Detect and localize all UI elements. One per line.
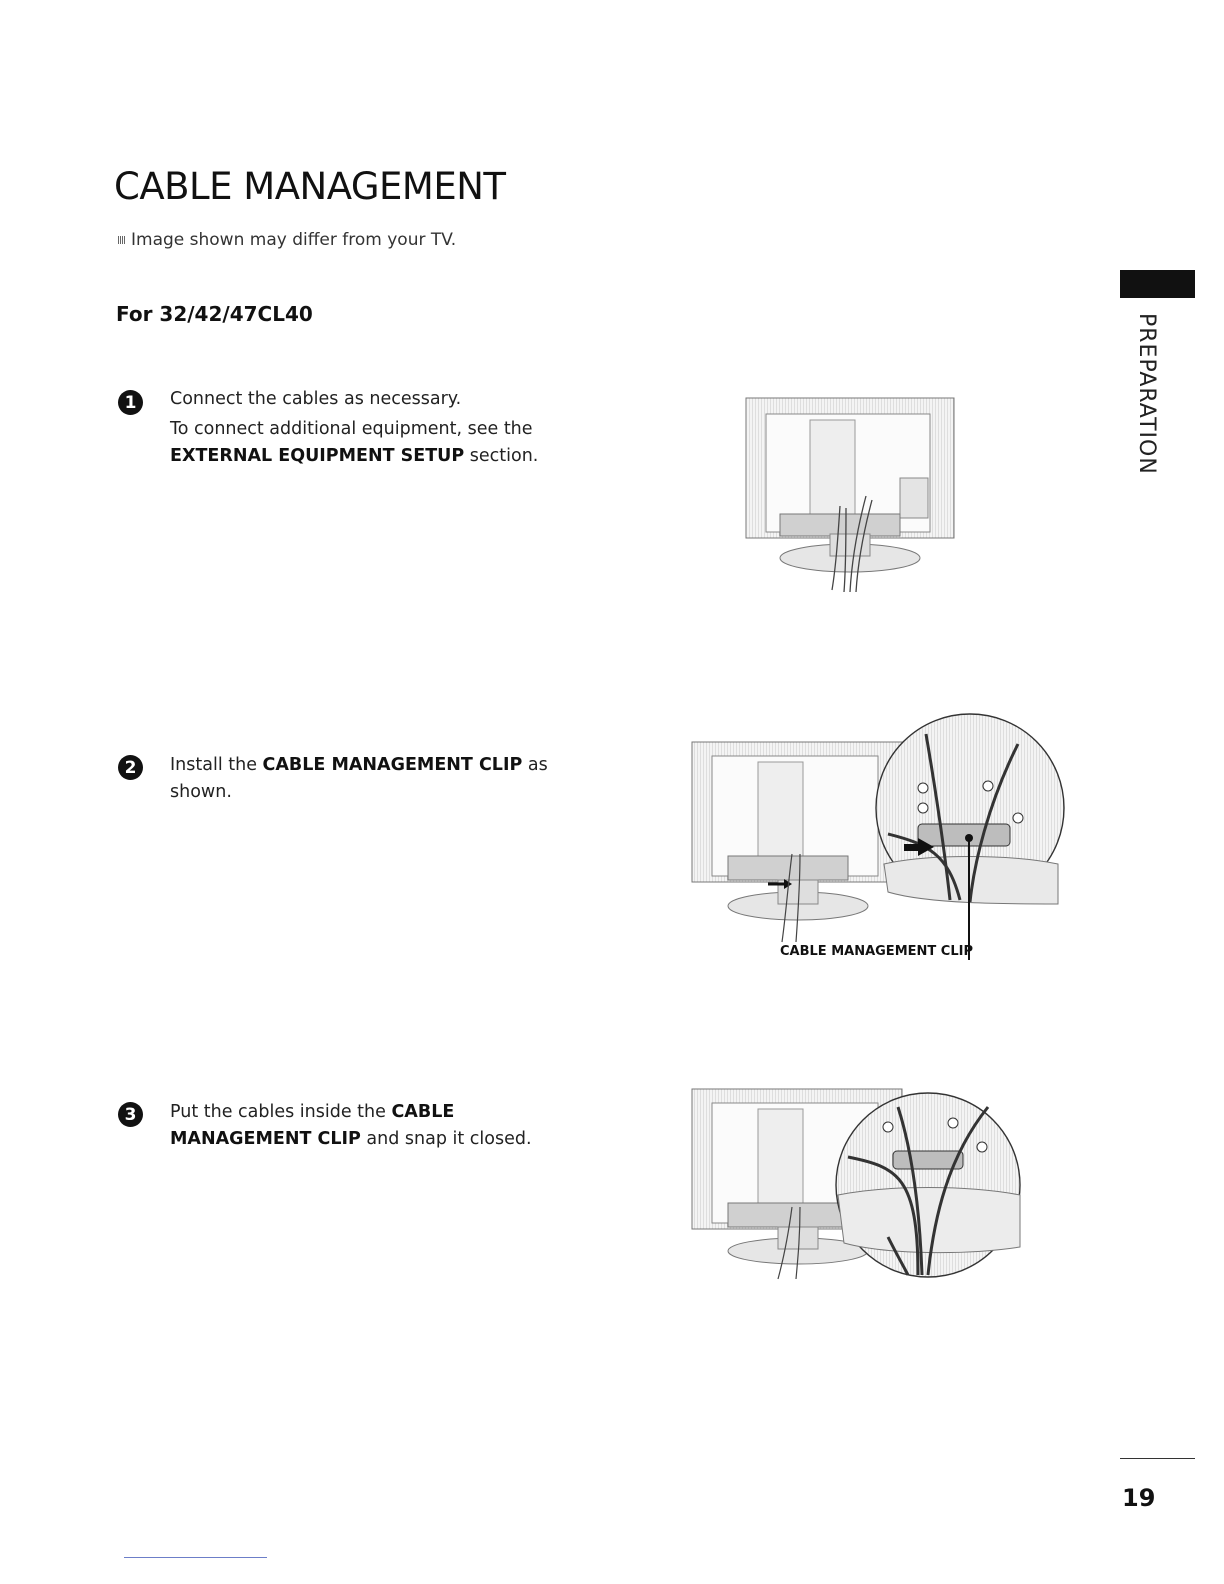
step-1-line-2-after: section. — [464, 446, 539, 466]
step-3-after: and snap it closed. — [360, 1129, 532, 1149]
step-3-number-badge: 3 — [118, 1102, 143, 1127]
footer-line — [124, 1557, 267, 1558]
step-3-bold: CABLE MANAGEMENT CLIP — [170, 1102, 455, 1149]
clip-callout-label: CABLE MANAGEMENT CLIP — [780, 944, 973, 959]
page-number-rule — [1120, 1458, 1195, 1459]
section-tab-marker — [1120, 270, 1195, 298]
step-1-text — [170, 386, 610, 470]
tv-rear-illustration-1 — [740, 396, 960, 592]
section-tab-label: PREPARATION — [1134, 313, 1159, 475]
step-1-number-badge: 1 — [118, 390, 143, 415]
image-note-text: Image shown may differ from your TV. — [131, 230, 457, 250]
step-1-line-2-bold: EXTERNAL EQUIPMENT SETUP — [170, 446, 465, 466]
tv-rear-illustration-3 — [688, 1087, 1028, 1282]
step-2-number-badge: 2 — [118, 755, 143, 780]
step-2-text — [170, 752, 550, 806]
step-3-before: Put the cables inside the — [170, 1102, 392, 1122]
image-note — [118, 230, 456, 250]
note-marker-icon — [118, 236, 125, 244]
page-number: 19 — [1122, 1484, 1156, 1512]
step-2-bold: CABLE MANAGEMENT CLIP — [262, 755, 523, 775]
tv-rear-illustration-2 — [688, 714, 1068, 944]
page-title: CABLE MANAGEMENT — [114, 165, 506, 208]
step-1-line-2 — [170, 416, 610, 470]
step-2-after: as shown. — [170, 755, 548, 802]
step-3-text — [170, 1099, 600, 1153]
step-1-line-2-before: To connect additional equipment, see the — [170, 419, 533, 439]
step-2-before: Install the — [170, 755, 263, 775]
step-1-line-1: Connect the cables as necessary. — [170, 389, 462, 409]
model-heading: For 32/42/47CL40 — [116, 302, 313, 326]
